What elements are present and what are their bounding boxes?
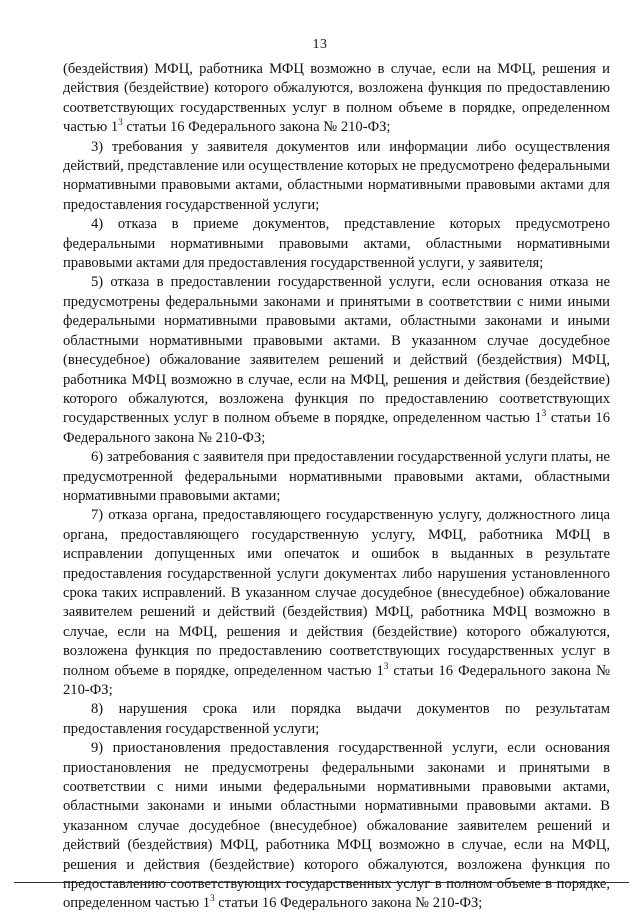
paragraph-text: 7) отказа органа, предоставляющего государственную услугу, должностного лица органа, предоставляющего государственную услугу, МФЦ, работника МФЦ в исправлении допущенных ими опечаток и ошибок в выданных в результате предоставления государственной услуги документах либо нарушения установленного срока таких исправлений. В указанном случае досудебное (внесудебное) обжалование заявителем решений и действий (бездействия) МФЦ, работника МФЦ возможно в случае, если на МФЦ, решения и действия (бездействие) которого обжалуются, возложена функция по предоставлению соответствующих государственных услуг в полном объеме в порядке, определенном частью 1 bbox=[63, 507, 610, 679]
bottom-divider bbox=[14, 882, 629, 883]
paragraph-text: (бездействия) МФЦ, работника МФЦ возможно в случае, если на МФЦ, решения и действия (бездействие) которого обжалуются, возложена функция по предоставлению соответствующих государственных услуг в полном объеме в порядке, определенном частью 1 bbox=[63, 61, 610, 136]
page-number: 13 bbox=[312, 37, 328, 52]
superscript: 3 bbox=[541, 408, 547, 419]
paragraph bbox=[63, 138, 610, 216]
paragraph bbox=[63, 739, 610, 914]
document-body bbox=[63, 60, 610, 914]
paragraph bbox=[63, 273, 610, 448]
superscript: 3 bbox=[210, 893, 215, 904]
paragraph bbox=[63, 448, 610, 506]
paragraph-text: 4) отказа в приеме документов, представление которых предусмотрено федеральными нормативными правовыми актами, областными нормативными правовыми актами для предоставления государственной услуги, у заявителя; bbox=[63, 216, 610, 272]
paragraph-text: статьи 16 Федерального закона № 210-ФЗ; bbox=[122, 119, 391, 136]
paragraph-text: 9) приостановления предоставления государственной услуги, если основания приостановления не предусмотрены федеральными законами и принятыми в соответствии с ними иными федеральными нормативными правовыми актами, областными законами и иными областными нормативными правовыми актами. В указанном случае досудебное (внесудебное) обжалование заявителем решений и действий (бездействия) МФЦ, работника МФЦ возможно в случае, если на МФЦ, решения и действия (бездействие) которого обжалуются, возложена функция по предоставлению соответствующих государственных услуг в полном объеме в порядке, определенном частью 1 bbox=[63, 740, 610, 912]
superscript: 3 bbox=[118, 117, 123, 128]
paragraph bbox=[63, 60, 610, 138]
paragraph-text: 6) затребования с заявителя при предоставлении государственной услуги платы, не предусмотренной федеральными нормативными правовыми актами, областными нормативными правовыми актами; bbox=[63, 449, 610, 504]
paragraph-text: 3) требования у заявителя документов или информации либо осуществления действий, представление или осуществление которых не предусмотрено федеральными нормативными правовыми актами, областными нормативными правовыми актами для предоставления государственной услуги; bbox=[63, 138, 610, 213]
paragraph bbox=[63, 506, 610, 700]
superscript: 3 bbox=[383, 660, 389, 671]
paragraph-text: статьи 16 Федерального закона № 210-ФЗ; bbox=[63, 410, 610, 446]
paragraph-text: 8) нарушения срока или порядка выдачи документов по результатам предоставления государственной услуги; bbox=[63, 701, 610, 737]
paragraph-text: 5) отказа в предоставлении государственной услуги, если основания отказа не предусмотрены федеральными законами и принятыми в соответствии с ними иными федеральными нормативными правовыми актами, областными законами и иными областными нормативными правовыми актами. В указанном случае досудебное (внесудебное) обжалование заявителем решений и действий (бездействия) МФЦ, работника МФЦ возможно в случае, если на МФЦ, решения и действия (бездействие) которого обжалуются, возложена функция по предоставлению соответствующих государственных услуг в полном объеме в порядке, определенном частью 1 bbox=[63, 274, 610, 427]
paragraph bbox=[63, 700, 610, 739]
paragraph-text: статьи 16 Федерального закона № 210-ФЗ; bbox=[63, 662, 610, 698]
paragraph bbox=[63, 215, 610, 273]
paragraph-text: статьи 16 Федерального закона № 210-ФЗ; bbox=[214, 895, 483, 912]
